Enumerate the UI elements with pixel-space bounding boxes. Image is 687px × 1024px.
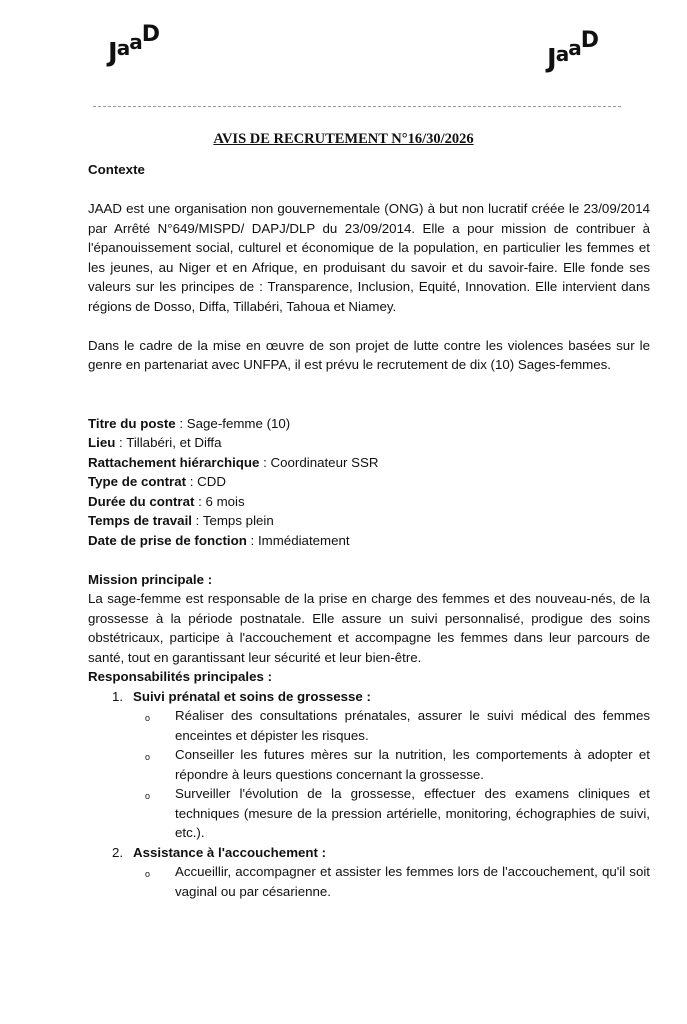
item-number: 1. [112,688,124,704]
header-separator [93,106,621,107]
field-separator: : [175,415,187,431]
field-row [88,472,650,492]
field-separator: : [259,454,271,470]
field-value: 6 mois [205,493,245,509]
responsibilities-list [88,687,650,902]
field-label: Durée du contrat [88,493,195,509]
circle-bullet-icon: o [145,752,151,762]
field-row [88,492,650,512]
context-heading: Contexte [88,162,145,177]
item-title: Suivi prénatal et soins de grossesse : [133,688,371,704]
field-value: Temps plein [202,513,274,528]
field-value: Coordinateur SSR [270,454,379,470]
field-value: CDD [197,474,226,489]
bullet-list [133,862,650,901]
field-value: Tillabéri, et Diffa [126,435,222,450]
bullet-text: Conseiller les futures mères sur la nutrition, les comportements à adopter et répondre à leurs questions concernant la grossesse. [175,747,650,782]
bullet-item [133,706,650,745]
bullet-item [133,784,650,843]
responsibilities-heading: Responsabilités principales : [88,669,272,684]
field-label: Rattachement hiérarchique [88,454,260,470]
responsibility-item [88,843,650,902]
job-fields [88,414,650,551]
field-value: Immédiatement [257,532,350,548]
field-label: Type de contrat [88,474,187,489]
field-row [88,414,650,434]
field-separator: : [194,493,206,509]
item-title: Assistance à l'accouchement : [133,844,327,860]
responsibility-item [88,687,650,843]
field-label: Date de prise de fonction [88,532,247,548]
jaad-logo-right: JaaD [547,28,598,74]
field-row [88,531,650,551]
circle-bullet-icon: o [145,713,151,723]
jaad-logo-left: JaaD [108,22,159,68]
item-number: 2. [112,844,124,860]
mission-heading: Mission principale : [88,571,213,587]
document-body [88,160,650,901]
field-separator: : [115,435,127,450]
mission-text: La sage-femme est responsable de la prise en charge des femmes et des nouveau-nés, de la grossesse à la période postnatale. Elle assure un suivi personnalisé, prodigue des soins obstétricaux, participe à l'accouchement et accompagne les femmes dans leur parcours de santé, tout en garantissant leur sécurité et leur bien-être. [88,591,650,665]
field-label: Lieu [88,435,116,450]
field-row [88,511,650,531]
circle-bullet-icon: o [145,869,151,879]
document-title: AVIS DE RECRUTEMENT N°16/30/2026 [213,131,474,147]
field-separator: : [246,532,258,548]
context-paragraph-1: JAAD est une organisation non gouvernementale (ONG) à but non lucratif créée le 23/09/2014 par Arrêté N°649/MISPD/ DAPJ/DLP du 23/09/2014. Elle a pour mission de contribuer à l'épanouissement social, culturel et économique de la population, en particulier les femmes et les jeunes, au Niger et en Afrique, en produisant du savoir et du savoir-faire. Elle fonde ses valeurs sur les principes de : Transparence, Inclusion, Equité, Innovation. Elle intervient dans régions de Dosso, Diffa, Tillabéri, Tahoua et Niamey. [88,201,650,314]
field-value: Sage-femme (10) [186,415,291,431]
bullet-text: Réaliser des consultations prénatales, assurer le suivi médical des femmes enceintes et dépister les risques. [175,708,650,743]
field-label: Titre du poste [88,415,176,431]
field-label: Temps de travail [88,513,192,528]
bullet-text: Surveiller l'évolution de la grossesse, effectuer des examens cliniques et techniques (mesure de la pression artérielle, monitoring, échographies de suivi, etc.). [175,786,650,840]
field-row [88,433,650,453]
bullet-item [133,745,650,784]
field-separator: : [191,513,203,528]
field-row [88,453,650,473]
circle-bullet-icon: o [145,791,151,801]
bullet-list [133,706,650,843]
context-paragraph-2: Dans le cadre de la mise en œuvre de son projet de lutte contre les violences basées sur le genre en partenariat avec UNFPA, il est prévu le recrutement de dix (10) Sages-femmes. [88,337,650,372]
bullet-item [133,862,650,901]
bullet-text: Accueillir, accompagner et assister les femmes lors de l'accouchement, qu'il soit vaginal ou par césarienne. [175,864,650,899]
field-separator: : [186,474,198,489]
